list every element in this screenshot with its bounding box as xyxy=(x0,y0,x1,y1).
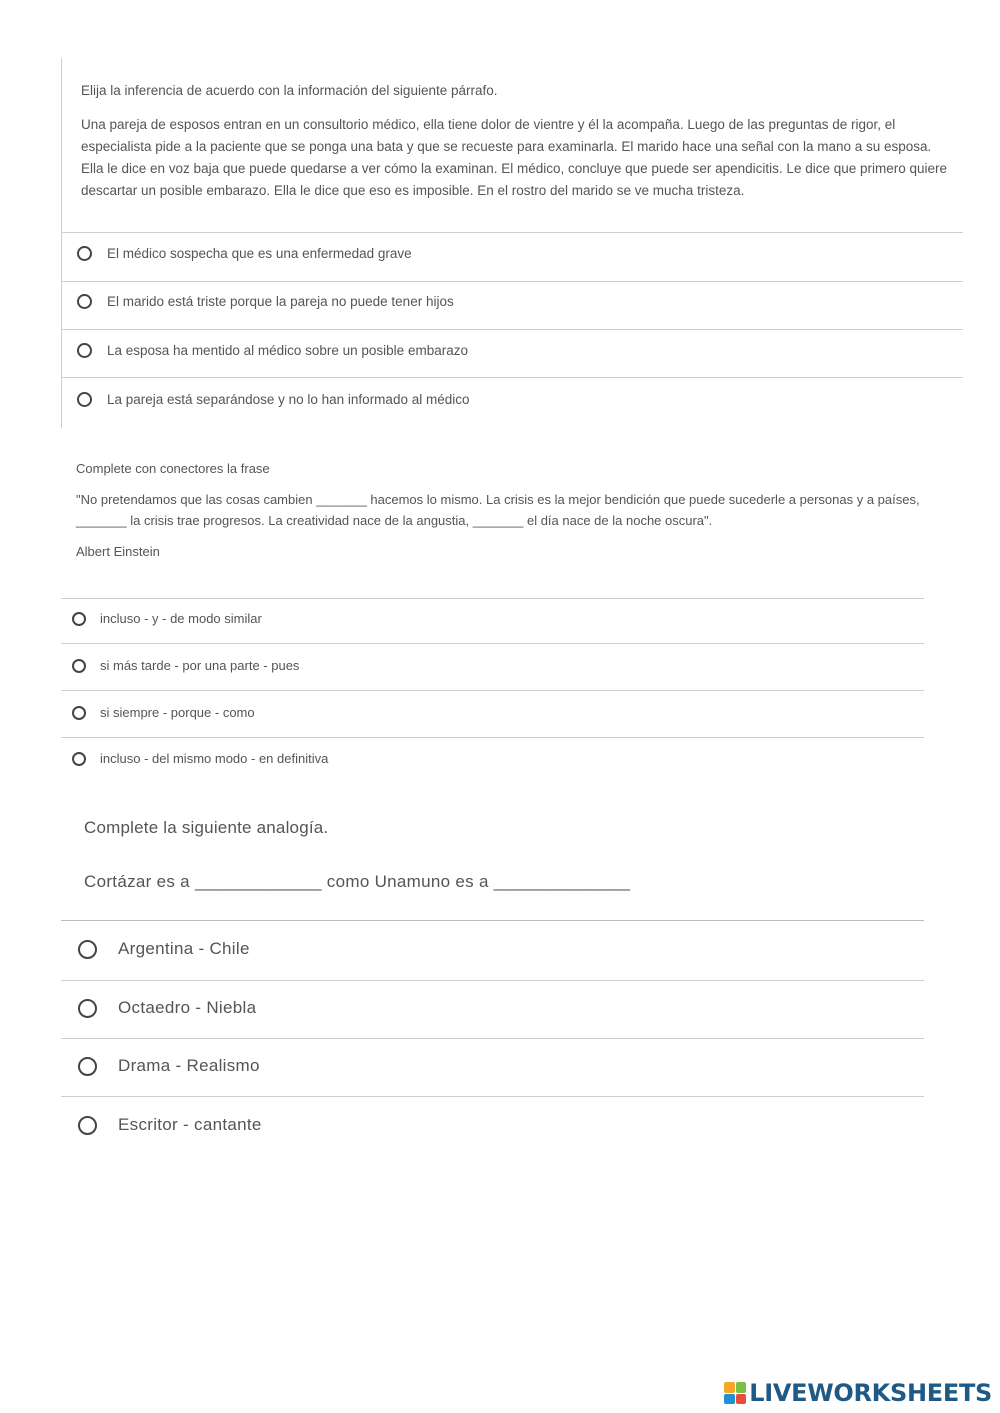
question2-prompt: Complete con conectores la frase xyxy=(76,461,270,476)
radio-button[interactable] xyxy=(78,999,97,1018)
option-label: Escritor - cantante xyxy=(118,1115,262,1134)
question2-author: Albert Einstein xyxy=(76,544,160,559)
logo-square xyxy=(724,1394,735,1405)
divider xyxy=(61,598,924,599)
question2-option-1[interactable] xyxy=(72,611,262,626)
question2-text xyxy=(76,458,926,572)
radio-button[interactable] xyxy=(78,1116,97,1135)
divider xyxy=(61,690,924,691)
radio-button[interactable] xyxy=(77,392,92,407)
radio-button[interactable] xyxy=(77,343,92,358)
divider xyxy=(61,980,924,981)
divider xyxy=(61,737,924,738)
logo-icon xyxy=(724,1382,746,1404)
radio-button[interactable] xyxy=(77,294,92,309)
logo-square xyxy=(736,1394,747,1405)
option-label: si más tarde - por una parte - pues xyxy=(100,658,300,673)
question3-option-1[interactable] xyxy=(78,939,250,959)
radio-button[interactable] xyxy=(72,659,86,673)
divider xyxy=(61,232,963,233)
option-label: incluso - del mismo modo - en definitiva xyxy=(100,751,329,766)
question1-text xyxy=(81,80,951,214)
question3-analogy: Cortázar es a _____________ como Unamuno es a ______________ xyxy=(84,872,631,891)
question3-prompt: Complete la siguiente analogía. xyxy=(84,818,329,837)
question3-option-4[interactable] xyxy=(78,1115,262,1135)
logo-text: LIVEWORKSHEETS xyxy=(749,1379,992,1407)
radio-button[interactable] xyxy=(72,612,86,626)
liveworksheets-logo xyxy=(724,1379,992,1407)
question3-option-2[interactable] xyxy=(78,998,256,1018)
option-label: si siempre - porque - como xyxy=(100,705,255,720)
divider xyxy=(61,920,924,921)
question3-option-3[interactable] xyxy=(78,1056,260,1076)
question1-left-border xyxy=(61,58,62,428)
option-label: Argentina - Chile xyxy=(118,939,250,958)
radio-button[interactable] xyxy=(72,752,86,766)
question2-option-2[interactable] xyxy=(72,658,299,673)
question1-paragraph: Una pareja de esposos entran en un consultorio médico, ella tiene dolor de vientre y él la acompaña. Luego de las preguntas de rigor, el especialista pide a la paciente que se ponga una bata y que se recueste para examinarla. El marido hace una señal con la mano a su esposa. Ella le dice en voz baja que puede quedarse a ver cómo la examinan. El médico, concluye que puede ser apendicitis. Le dice que primero quiere descartar un posible embarazo. Ella le dice que eso es imposible. En el rostro del marido se ve mucha tristeza. xyxy=(81,117,948,198)
radio-button[interactable] xyxy=(78,1057,97,1076)
divider xyxy=(61,281,963,282)
option-label: Drama - Realismo xyxy=(118,1056,260,1075)
option-label: incluso - y - de modo similar xyxy=(100,611,262,626)
question1-option-1[interactable] xyxy=(77,246,412,261)
question2-option-4[interactable] xyxy=(72,751,328,766)
radio-button[interactable] xyxy=(72,706,86,720)
divider xyxy=(61,1038,924,1039)
divider xyxy=(61,329,963,330)
option-label: El médico sospecha que es una enfermedad grave xyxy=(107,246,412,261)
question1-prompt: Elija la inferencia de acuerdo con la información del siguiente párrafo. xyxy=(81,83,498,98)
divider xyxy=(61,643,924,644)
divider xyxy=(61,1096,924,1097)
question1-option-4[interactable] xyxy=(77,392,469,407)
question2-option-3[interactable] xyxy=(72,705,255,720)
option-label: La esposa ha mentido al médico sobre un posible embarazo xyxy=(107,343,468,358)
question1-option-2[interactable] xyxy=(77,294,454,309)
radio-button[interactable] xyxy=(77,246,92,261)
divider xyxy=(61,377,963,378)
option-label: La pareja está separándose y no lo han informado al médico xyxy=(107,392,470,407)
question1-option-3[interactable] xyxy=(77,343,468,358)
radio-button[interactable] xyxy=(78,940,97,959)
question2-quote: "No pretendamos que las cosas cambien _______ hacemos lo mismo. La crisis es la mejor bendición que puede sucederle a personas y a países, _______ la crisis trae progresos. La creatividad nace de la angustia, _______ el día nace de la noche oscura". xyxy=(76,492,920,528)
logo-square xyxy=(724,1382,735,1393)
logo-square xyxy=(736,1382,747,1393)
option-label: Octaedro - Niebla xyxy=(118,998,257,1017)
option-label: El marido está triste porque la pareja no puede tener hijos xyxy=(107,294,454,309)
